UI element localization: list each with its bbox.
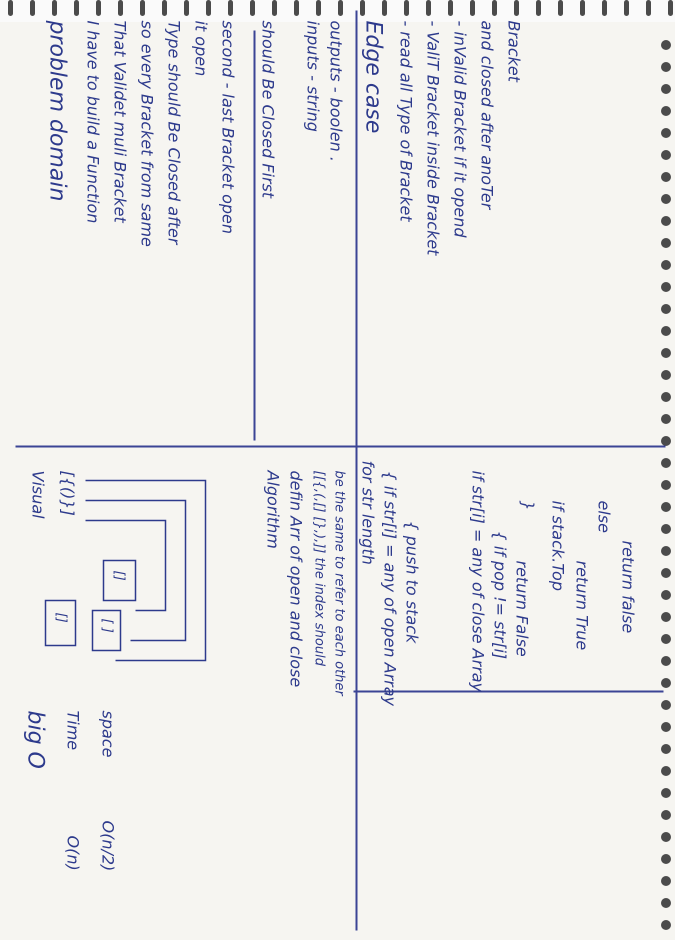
visual-bracket-string: [{()}] [58,470,77,516]
algo-line-1: Algorithm [263,470,282,549]
algo-line-7: { push to stack [402,520,421,643]
algo-line-8: if str[i] = any of close Array [468,470,487,692]
big-o-space-value: O(n/2) [98,820,117,871]
problem-line-8: inputs - string [303,20,322,132]
big-o-time-label: Time [63,710,82,750]
edge-line-2: - ValiT Bracket inside Bracket [423,20,442,255]
algo-line-4: be the same to refer to each other [331,470,346,696]
big-o-heading: big O [22,710,47,769]
visual-label-2: [ ] [99,618,114,633]
problem-line-6: second - last Bracket open [218,20,237,234]
big-o-time-value: O(n) [63,835,82,871]
algo-line-5: for str length [358,460,377,565]
edge-line-4: and closed after anoTer [477,20,496,209]
problem-line-9: outputs - boolen . [326,20,345,162]
edge-line-1: - read all Type of Bracket [396,20,415,222]
algo-line-10: return False [512,560,531,657]
algo-line-11: } [518,500,537,511]
algo-line-15: return false [618,540,637,633]
big-o-space-label: space [98,710,117,757]
edge-line-3: - inValid Bracket if it opend [450,20,469,237]
problem-line-4: Type should Be Closed after [164,20,183,244]
algo-line-12: if stack.Top [548,500,567,591]
edge-case-heading: Edge case [360,20,385,133]
problem-line-3: so every Bracket from same [137,20,156,247]
problem-line-7: should Be Closed First [258,20,277,198]
edge-line-5: Bracket [504,20,523,82]
algo-line-9: { if pop != str[i] [490,530,509,659]
algo-line-6: { if str[i] = any of open Array [380,470,399,706]
algo-line-14: else [594,500,613,533]
problem-line-1: I have to build a Function [83,20,102,223]
algo-line-3: [[{,(,[] [},),]] the index should [311,470,326,666]
algo-line-13: return True [572,560,591,650]
algo-line-2: defin Arr of open and close [286,470,305,687]
visual-heading: Visual [28,470,47,519]
problem-domain-heading: problem domain [44,20,69,201]
visual-label-1: [] [111,570,126,581]
visual-inner-path [85,520,165,610]
visual-label-3: [] [53,612,68,623]
problem-line-5: it open [191,20,210,76]
problem-line-2: That Validet muli Bracket [110,20,129,223]
